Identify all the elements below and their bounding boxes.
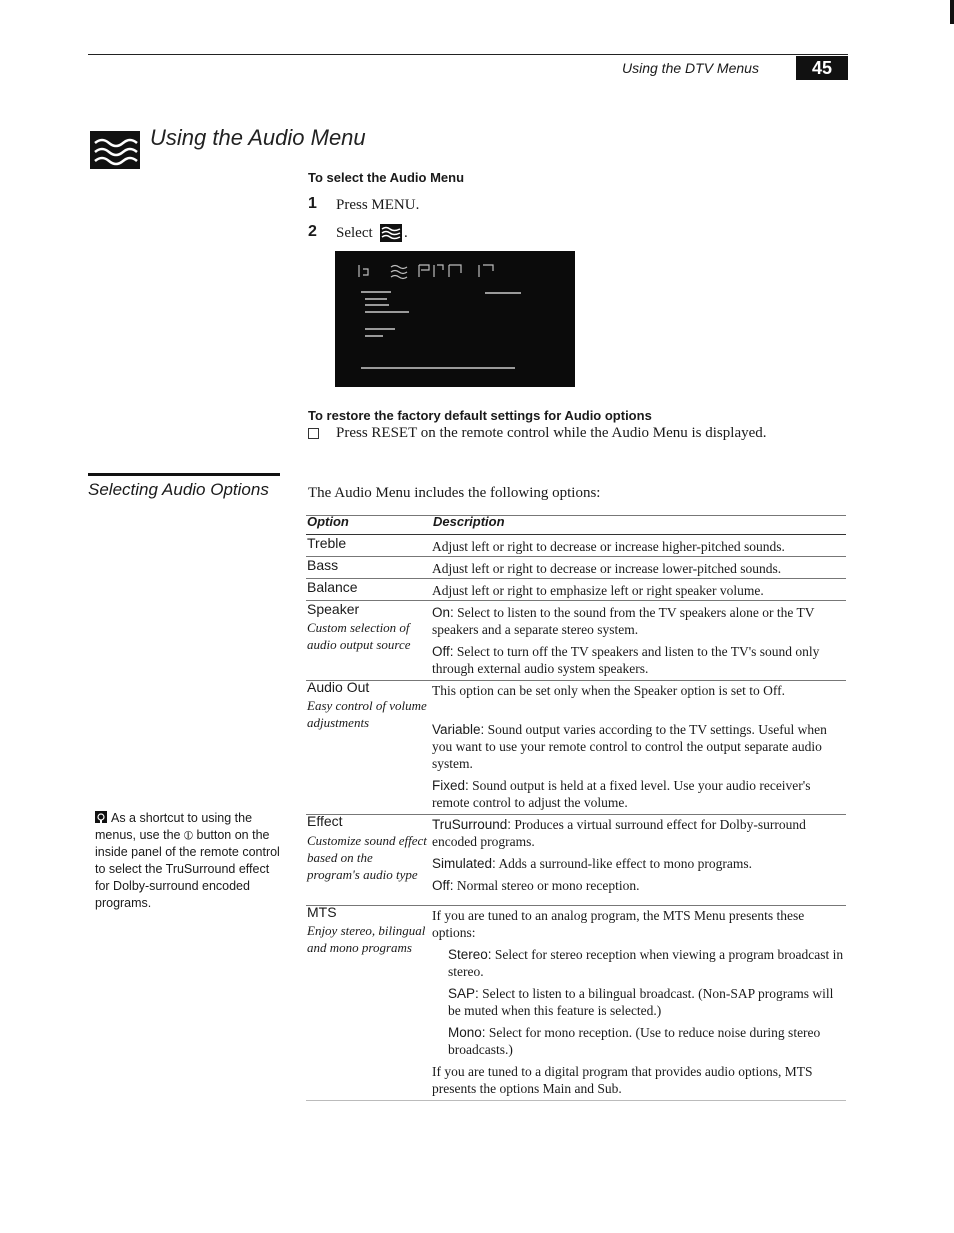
term-trusurround: TruSurround: [432, 817, 512, 832]
mts-mono-description [448, 1024, 844, 1058]
side-heading-rule [88, 473, 280, 476]
audio-out-fixed-description [432, 777, 844, 811]
mts-stereo-description [448, 946, 844, 980]
tip-text: As a shortcut to using the menus, use the ⦶ button on the inside panel of the remote control to select the TruSurround effect for Dolby-surround encoded programs. [95, 811, 280, 910]
option-description: Adjust left or right to emphasize left or right speaker volume. [432, 583, 764, 598]
audio-menu-inline-icon [380, 224, 402, 242]
option-name: MTS [307, 904, 337, 920]
table-bottom-rule [306, 1100, 846, 1101]
option-note: Customize sound effect based on the program's audio type [307, 833, 427, 882]
intro-text: The Audio Menu includes the following options: [308, 485, 601, 501]
select-menu-heading: To select the Audio Menu [308, 170, 465, 185]
effect-off-description [432, 877, 844, 894]
effect-trusurround-description [432, 816, 844, 850]
column-header-description: Description [433, 514, 505, 529]
mts-digital-description: If you are tuned to a digital program that provides audio options, MTS presents the options Main and Sub. [432, 1064, 813, 1096]
term-stereo-text: Select for stereo reception when viewing a program broadcast in stereo. [448, 947, 844, 979]
term-simulated-text: Adds a surround-like effect to mono programs. [498, 856, 753, 871]
option-name: Treble [307, 535, 347, 551]
option-description: Adjust left or right to decrease or increase lower-pitched sounds. [432, 561, 782, 576]
option-name: Speaker [307, 601, 360, 617]
section-title: Using the Audio Menu [150, 125, 366, 150]
page-number: 45 [796, 56, 848, 80]
tv-audio-menu-screen [335, 251, 575, 387]
option-note: Enjoy stereo, bilingual and mono programs [307, 923, 426, 955]
effect-simulated-description [432, 855, 844, 872]
speaker-on-description [432, 604, 844, 638]
column-header-option: Option [307, 514, 349, 529]
option-description: Adjust left or right to decrease or increase higher-pitched sounds. [432, 539, 785, 554]
term-trusurround-text: Produces a virtual surround effect for Dolby-surround encoded programs. [432, 817, 806, 849]
row-rule [306, 578, 846, 579]
page-edge-mark [950, 0, 954, 24]
option-name: Audio Out [307, 679, 370, 695]
term-variable: Variable: [432, 722, 485, 737]
restore-instruction: Press RESET on the remote control while the Audio Menu is displayed. [336, 425, 767, 441]
table-header-rule [306, 534, 846, 535]
side-heading: Selecting Audio Options [88, 480, 269, 499]
option-name: Effect [307, 813, 343, 829]
step-select-word: Select [336, 225, 373, 241]
running-head: Using the DTV Menus [622, 60, 759, 76]
term-simulated: Simulated: [432, 856, 496, 871]
term-on: On: [432, 605, 454, 620]
speaker-off-description [432, 643, 844, 677]
term-off-text: Select to turn off the TV speakers and listen to the TV's sound only through external audio system speakers. [432, 644, 820, 676]
mts-intro: If you are tuned to an analog program, the MTS Menu presents these options: [432, 908, 805, 940]
row-rule [306, 814, 846, 815]
term-fixed-text: Sound output is held at a fixed level. Use your audio receiver's remote control to adjust the volume. [432, 778, 811, 810]
row-rule [306, 600, 846, 601]
term-fixed: Fixed: [432, 778, 469, 793]
term-sap: SAP: [448, 986, 479, 1001]
term-mono: Mono: [448, 1025, 486, 1040]
term-off: Off: [432, 644, 454, 659]
step-number: 2 [308, 223, 317, 240]
row-rule [306, 680, 846, 681]
audio-out-intro: This option can be set only when the Speaker option is set to Off. [432, 683, 785, 698]
audio-menu-icon [90, 131, 140, 169]
header-rule [88, 54, 848, 55]
step-number: 1 [308, 195, 317, 212]
term-sap-text: Select to listen to a bilingual broadcast. (Non-SAP programs will be muted when this feature is selected.) [448, 986, 834, 1018]
option-note: Easy control of volume adjustments [307, 698, 427, 730]
term-effect-off-text: Normal stereo or mono reception. [456, 878, 640, 893]
table-top-rule [306, 515, 846, 516]
audio-out-variable-description [432, 721, 844, 772]
step-text [336, 225, 373, 242]
term-on-text: Select to listen to the sound from the TV speakers alone or the TV speakers and a separate stereo system. [432, 605, 815, 637]
term-stereo: Stereo: [448, 947, 492, 962]
term-variable-text: Sound output varies according to the TV settings. Useful when you want to use your remote control to control the output separate audio system. [432, 722, 827, 771]
step-suffix: . [404, 225, 408, 241]
option-name: Bass [307, 557, 339, 573]
mts-sap-description [448, 985, 844, 1019]
step-text: Press MENU. [336, 197, 420, 213]
option-name: Balance [307, 579, 358, 595]
row-rule [306, 905, 846, 906]
term-mono-text: Select for mono reception. (Use to reduce noise during stereo broadcasts.) [448, 1025, 821, 1057]
term-effect-off: Off: [432, 878, 454, 893]
checkbox-bullet-icon [308, 428, 319, 439]
option-note: Custom selection of audio output source [307, 620, 411, 652]
row-rule [306, 556, 846, 557]
restore-heading: To restore the factory default settings for Audio options [308, 408, 652, 423]
